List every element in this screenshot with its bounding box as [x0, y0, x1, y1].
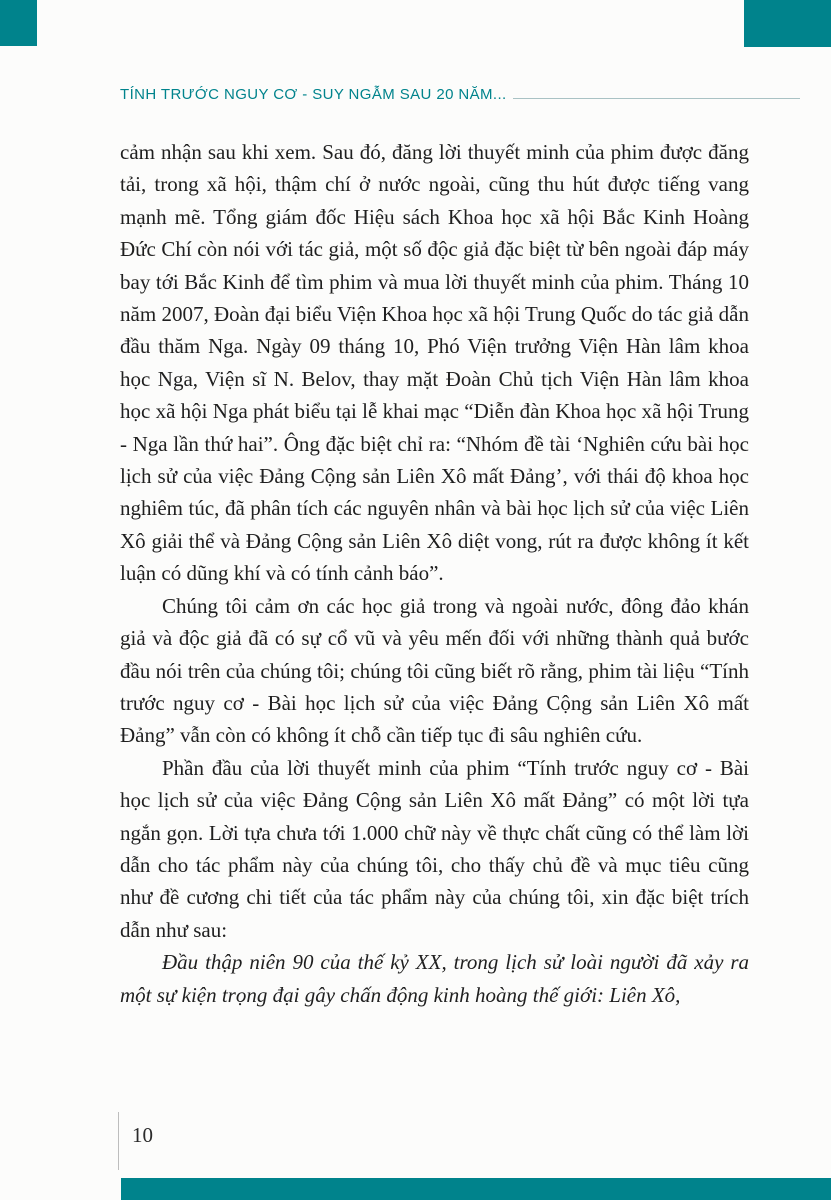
bottom-accent-bar [121, 1178, 831, 1200]
page-footer [118, 1112, 153, 1172]
paragraph: cảm nhận sau khi xem. Sau đó, đăng lời thuyết minh của phim được đăng tải, trong xã hội, thậm chí ở nước ngoài, cũng thu hút được tiếng vang mạnh mẽ. Tổng giám đốc Hiệu sách Khoa học xã hội Bắc Kinh Hoàng Đức Chí còn nói với tác giả, một số độc giả đặc biệt từ bên ngoài đáp máy bay tới Bắc Kinh để tìm phim và mua lời thuyết minh của phim. Tháng 10 năm 2007, Đoàn đại biểu Viện Khoa học xã hội Trung Quốc do tác giả dẫn đầu thăm Nga. Ngày 09 tháng 10, Phó Viện trưởng Viện Hàn lâm khoa học Nga, Viện sĩ N. Belov, thay mặt Đoàn Chủ tịch Viện Hàn lâm khoa học xã hội Nga phát biểu tại lễ khai mạc “Diễn đàn Khoa học xã hội Trung - Nga lần thứ hai”. Ông đặc biệt chỉ ra: “Nhóm đề tài ‘Nghiên cứu bài học lịch sử của việc Đảng Cộng sản Liên Xô mất Đảng’, với thái độ khoa học nghiêm túc, đã phân tích các nguyên nhân và bài học lịch sử của việc Liên Xô giải thể và Đảng Cộng sản Liên Xô diệt vong, rút ra được không ít kết luận có dũng khí và có tính cảnh báo”. [120, 140, 749, 586]
top-left-accent-bar [0, 0, 37, 46]
footer-rule [118, 1112, 119, 1170]
page-number: 10 [132, 1123, 153, 1147]
top-right-accent-bar [744, 0, 831, 47]
running-header [120, 86, 800, 103]
paragraph: Phần đầu của lời thuyết minh của phim “Tính trước nguy cơ - Bài học lịch sử của việc Đảng Cộng sản Liên Xô mất Đảng” có một lời tựa ngắn gọn. Lời tựa chưa tới 1.000 chữ này về thực chất cũng có thể làm lời dẫn cho tác phẩm này của chúng tôi, cho thấy chủ đề và mục tiêu cũng như đề cương chi tiết của tác phẩm này của chúng tôi, xin đặc biệt trích dẫn như sau: [120, 755, 749, 942]
header-rule [513, 98, 800, 99]
paragraph: Chúng tôi cảm ơn các học giả trong và ngoài nước, đông đảo khán giả và độc giả đã có sự cổ vũ và yêu mến đối với những thành quả bước đầu nói trên của chúng tôi; chúng tôi cũng biết rõ rằng, phim tài liệu “Tính trước nguy cơ - Bài học lịch sử của việc Đảng Cộng sản Liên Xô mất Đảng” vẫn còn có không ít chỗ cần tiếp tục đi sâu nghiên cứu. [120, 593, 749, 748]
page-body [120, 136, 749, 1011]
paragraph-quote: Đầu thập niên 90 của thế kỷ XX, trong lịch sử loài người đã xảy ra một sự kiện trọng đại gây chấn động kinh hoàng thế giới: Liên Xô, [120, 950, 749, 1007]
running-header-title: TÍNH TRƯỚC NGUY CƠ - SUY NGẪM SAU 20 NĂM... [120, 86, 507, 103]
